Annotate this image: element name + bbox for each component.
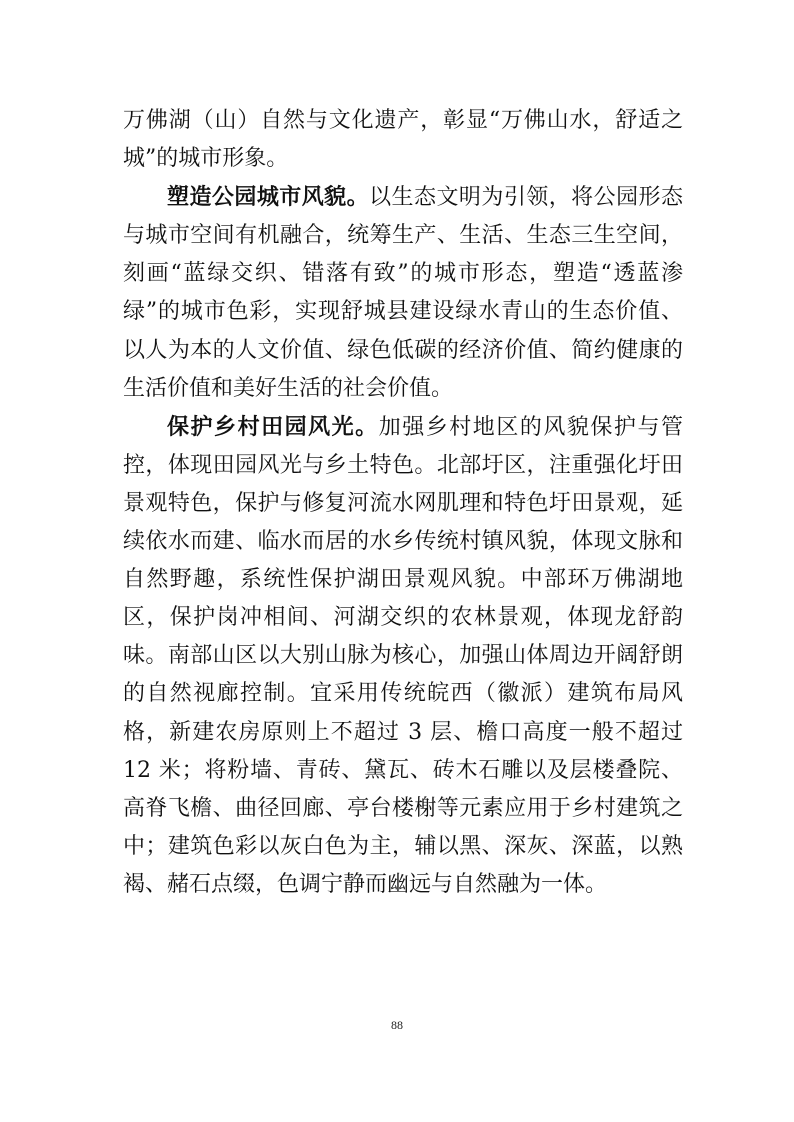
paragraph-continuation [123,102,683,178]
paragraph-heading: 塑造公园城市风貌。 [167,184,370,211]
paragraph-text: 万佛湖（山）自然与文化遗产，彰显“万佛山水，舒适之城”的城市形象。 [123,108,683,172]
paragraph-park-city [123,178,683,408]
body-text [123,102,683,904]
page-number: 88 [391,1018,403,1032]
paragraph-rural-landscape [123,408,683,904]
paragraph-text: 以生态文明为引领，将公园形态与城市空间有机融合，统筹生产、生活、生态三生空间，刻画“蓝绿交织、错落有致”的城市形态，塑造“透蓝渗绿”的城市色彩，实现舒城县建设绿水青山的生态价值、以人为本的人文价值、绿色低碳的经济价值、简约健康的生活价值和美好生活的社会价值。 [123,185,683,401]
paragraph-text: 加强乡村地区的风貌保护与管控，体现田园风光与乡土特色。北部圩区，注重强化圩田景观特色，保护与修复河流水网肌理和特色圩田景观，延续依水而建、临水而居的水乡传统村镇风貌，体现文脉和自然野趣，系统性保护湖田景观风貌。中部环万佛湖地区，保护岗冲相间、河湖交织的农林景观，体现龙舒韵味。南部山区以大别山脉为核心，加强山体周边开阔舒朗的自然视廊控制。宜采用传统皖西（徽派）建筑布局风格，新建农房原则上不超过 3 层、檐口高度一般不超过 12 米；将粉墙、青砖、黛瓦、砖木石雕以及层楼叠院、高脊飞檐、曲径回廊、亭台楼榭等元素应用于乡村建筑之中；建筑色彩以灰白色为主，辅以黑、深灰、深蓝，以熟褐、赭石点缀，色调宁静而幽远与自然融为一体。 [123,414,683,897]
paragraph-heading: 保护乡村田园风光。 [167,413,379,440]
